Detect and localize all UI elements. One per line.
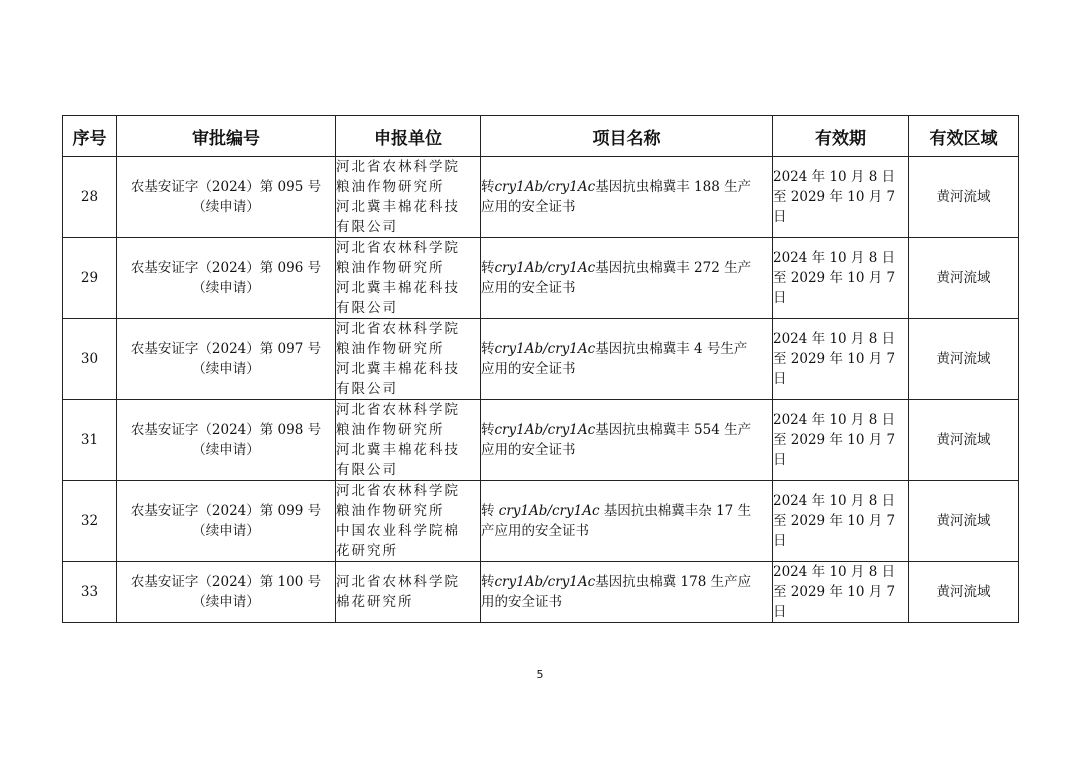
row-index: 32 bbox=[63, 481, 117, 562]
project-name bbox=[481, 157, 773, 238]
validity-line: 日 bbox=[773, 604, 787, 620]
project-name bbox=[481, 481, 773, 562]
approval-line: 农基安证字（2024）第 095 号 bbox=[130, 179, 322, 195]
project-rest: 基因抗虫棉冀丰 4 号生产 bbox=[595, 341, 748, 357]
applicant-line: 河北冀丰棉花科技 bbox=[336, 442, 460, 458]
project-prefix: 转 bbox=[481, 341, 495, 357]
applicant-line: 有限公司 bbox=[336, 219, 398, 235]
approval-line: （续申请） bbox=[192, 523, 260, 539]
table-row bbox=[63, 562, 1019, 623]
validity-line: 日 bbox=[773, 371, 787, 387]
applicant-line: 河北冀丰棉花科技 bbox=[336, 280, 460, 296]
project-line: 用的安全证书 bbox=[481, 594, 562, 610]
header-applicant: 申报单位 bbox=[336, 116, 481, 157]
project-prefix: 转 bbox=[481, 503, 499, 519]
applicant-line: 粮油作物研究所 bbox=[336, 341, 445, 357]
validity-period bbox=[773, 481, 909, 562]
project-line: 应用的安全证书 bbox=[481, 280, 576, 296]
approval-number bbox=[117, 157, 336, 238]
header-region: 有效区域 bbox=[909, 116, 1019, 157]
valid-region: 黄河流域 bbox=[909, 319, 1019, 400]
validity-line: 日 bbox=[773, 533, 787, 549]
gene-name: cry1Ab/cry1Ac bbox=[498, 503, 600, 519]
valid-region: 黄河流域 bbox=[909, 562, 1019, 623]
applicant-line: 粮油作物研究所 bbox=[336, 260, 445, 276]
validity-period bbox=[773, 157, 909, 238]
validity-line: 2024 年 10 月 8 日 bbox=[773, 564, 896, 580]
validity-line: 2024 年 10 月 8 日 bbox=[773, 493, 896, 509]
certificate-table bbox=[62, 115, 1019, 623]
applicant bbox=[336, 238, 481, 319]
project-line: 产应用的安全证书 bbox=[481, 523, 589, 539]
valid-region: 黄河流域 bbox=[909, 481, 1019, 562]
project-line: 应用的安全证书 bbox=[481, 199, 576, 215]
project-line bbox=[481, 258, 772, 278]
applicant-line: 花研究所 bbox=[336, 543, 398, 559]
project-rest: 基因抗虫棉冀丰杂 17 生 bbox=[599, 503, 752, 519]
validity-line: 至 2029 年 10 月 7 bbox=[773, 513, 896, 529]
approval-line: 农基安证字（2024）第 097 号 bbox=[130, 341, 322, 357]
validity-line: 2024 年 10 月 8 日 bbox=[773, 412, 896, 428]
approval-line: （续申请） bbox=[192, 361, 260, 377]
header-project-name: 项目名称 bbox=[481, 116, 773, 157]
applicant bbox=[336, 319, 481, 400]
applicant-line: 有限公司 bbox=[336, 300, 398, 316]
valid-region: 黄河流域 bbox=[909, 157, 1019, 238]
validity-line: 至 2029 年 10 月 7 bbox=[773, 270, 896, 286]
gene-name: cry1Ab/cry1Ac bbox=[494, 574, 596, 590]
validity-line: 日 bbox=[773, 209, 787, 225]
applicant bbox=[336, 400, 481, 481]
applicant-line: 粮油作物研究所 bbox=[336, 179, 445, 195]
row-index: 33 bbox=[63, 562, 117, 623]
applicant bbox=[336, 157, 481, 238]
gene-name: cry1Ab/cry1Ac bbox=[494, 341, 596, 357]
approval-number bbox=[117, 319, 336, 400]
table-row bbox=[63, 238, 1019, 319]
project-line bbox=[481, 339, 772, 359]
applicant-line: 河北省农林科学院 bbox=[336, 159, 460, 175]
project-prefix: 转 bbox=[481, 574, 495, 590]
applicant-line: 中国农业科学院棉 bbox=[336, 523, 460, 539]
applicant-line: 河北冀丰棉花科技 bbox=[336, 361, 460, 377]
approval-line: （续申请） bbox=[192, 442, 260, 458]
applicant-line: 河北省农林科学院 bbox=[336, 402, 460, 418]
row-index: 30 bbox=[63, 319, 117, 400]
validity-period bbox=[773, 319, 909, 400]
applicant-line: 河北省农林科学院 bbox=[336, 240, 460, 256]
project-line: 应用的安全证书 bbox=[481, 442, 576, 458]
header-index: 序号 bbox=[63, 116, 117, 157]
project-name bbox=[481, 238, 773, 319]
project-name bbox=[481, 319, 773, 400]
row-index: 31 bbox=[63, 400, 117, 481]
validity-line: 至 2029 年 10 月 7 bbox=[773, 584, 896, 600]
applicant-line: 有限公司 bbox=[336, 462, 398, 478]
project-rest: 基因抗虫棉冀丰 554 生产 bbox=[595, 422, 752, 438]
validity-period bbox=[773, 238, 909, 319]
applicant bbox=[336, 481, 481, 562]
approval-number bbox=[117, 400, 336, 481]
header-validity: 有效期 bbox=[773, 116, 909, 157]
applicant-line: 有限公司 bbox=[336, 381, 398, 397]
project-prefix: 转 bbox=[481, 422, 495, 438]
header-approval-number: 审批编号 bbox=[117, 116, 336, 157]
project-rest: 基因抗虫棉冀丰 188 生产 bbox=[595, 179, 752, 195]
project-line bbox=[481, 572, 772, 592]
project-line bbox=[481, 501, 772, 521]
approval-line: 农基安证字（2024）第 099 号 bbox=[130, 503, 322, 519]
applicant-line: 粮油作物研究所 bbox=[336, 422, 445, 438]
project-line bbox=[481, 420, 772, 440]
applicant-line: 棉花研究所 bbox=[336, 594, 414, 610]
gene-name: cry1Ab/cry1Ac bbox=[494, 179, 596, 195]
row-index: 28 bbox=[63, 157, 117, 238]
project-rest: 基因抗虫棉冀 178 生产应 bbox=[595, 574, 752, 590]
project-name bbox=[481, 400, 773, 481]
project-line: 应用的安全证书 bbox=[481, 361, 576, 377]
validity-line: 日 bbox=[773, 290, 787, 306]
applicant-line: 河北省农林科学院 bbox=[336, 483, 460, 499]
valid-region: 黄河流域 bbox=[909, 238, 1019, 319]
gene-name: cry1Ab/cry1Ac bbox=[494, 260, 596, 276]
applicant-line: 粮油作物研究所 bbox=[336, 503, 445, 519]
applicant-line: 河北冀丰棉花科技 bbox=[336, 199, 460, 215]
validity-line: 至 2029 年 10 月 7 bbox=[773, 432, 896, 448]
applicant-line: 河北省农林科学院 bbox=[336, 321, 460, 337]
table-header-row bbox=[63, 116, 1019, 157]
approval-line: 农基安证字（2024）第 098 号 bbox=[130, 422, 322, 438]
applicant bbox=[336, 562, 481, 623]
validity-line: 日 bbox=[773, 452, 787, 468]
project-prefix: 转 bbox=[481, 179, 495, 195]
table-row bbox=[63, 481, 1019, 562]
approval-line: （续申请） bbox=[192, 594, 260, 610]
valid-region: 黄河流域 bbox=[909, 400, 1019, 481]
row-index: 29 bbox=[63, 238, 117, 319]
project-prefix: 转 bbox=[481, 260, 495, 276]
approval-line: （续申请） bbox=[192, 280, 260, 296]
approval-number bbox=[117, 562, 336, 623]
validity-line: 2024 年 10 月 8 日 bbox=[773, 169, 896, 185]
validity-period bbox=[773, 562, 909, 623]
approval-line: 农基安证字（2024）第 100 号 bbox=[130, 574, 322, 590]
project-line bbox=[481, 177, 772, 197]
approval-number bbox=[117, 238, 336, 319]
gene-name: cry1Ab/cry1Ac bbox=[494, 422, 596, 438]
validity-line: 2024 年 10 月 8 日 bbox=[773, 250, 896, 266]
approval-number bbox=[117, 481, 336, 562]
validity-line: 至 2029 年 10 月 7 bbox=[773, 351, 896, 367]
project-name bbox=[481, 562, 773, 623]
validity-period bbox=[773, 400, 909, 481]
approval-line: 农基安证字（2024）第 096 号 bbox=[130, 260, 322, 276]
table-row bbox=[63, 400, 1019, 481]
validity-line: 2024 年 10 月 8 日 bbox=[773, 331, 896, 347]
project-rest: 基因抗虫棉冀丰 272 生产 bbox=[595, 260, 752, 276]
table-row bbox=[63, 319, 1019, 400]
applicant-line: 河北省农林科学院 bbox=[336, 574, 460, 590]
table-row bbox=[63, 157, 1019, 238]
validity-line: 至 2029 年 10 月 7 bbox=[773, 189, 896, 205]
approval-line: （续申请） bbox=[192, 199, 260, 215]
page-number: 5 bbox=[536, 668, 544, 681]
